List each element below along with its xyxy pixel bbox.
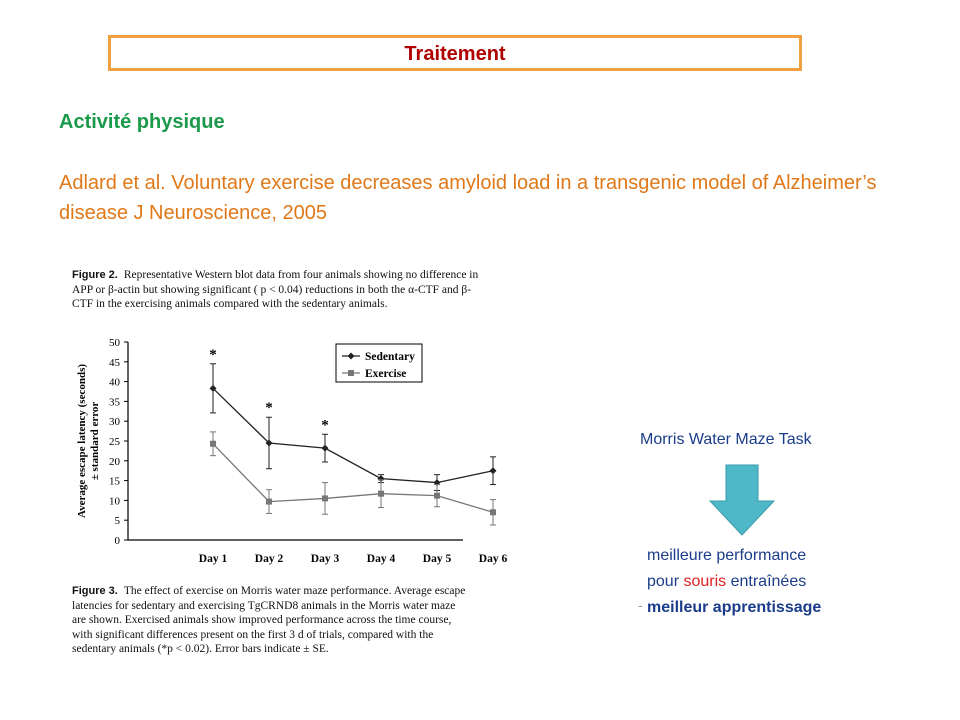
figure3-label: Figure 3. xyxy=(72,585,118,597)
y-axis-title: Average escape latency (seconds) xyxy=(76,363,88,519)
y-tick-label: 30 xyxy=(109,416,120,429)
series-line-sedentary xyxy=(213,388,493,482)
data-point-sedentary xyxy=(490,467,497,474)
data-point-exercise xyxy=(210,441,216,447)
slide-title: Traitement xyxy=(404,43,506,65)
legend-label-sedentary: Sedentary xyxy=(365,351,415,363)
result-line-2-suffix: entraînées xyxy=(726,573,807,590)
escape-latency-chart xyxy=(68,330,508,578)
data-point-exercise xyxy=(434,493,440,499)
y-tick-label: 0 xyxy=(114,535,120,547)
y-axis-title-line2: ± standard error xyxy=(89,401,101,481)
x-tick-label: Day 2 xyxy=(254,553,284,565)
morris-task-title: Morris Water Maze Task xyxy=(640,431,812,448)
result-highlight-souris: souris xyxy=(683,573,727,590)
dash-mark: - xyxy=(638,597,643,613)
result-line-2-prefix: pour xyxy=(647,573,684,590)
slide-title-box xyxy=(108,35,802,71)
x-tick-label: Day 1 xyxy=(198,553,228,565)
result-line-3: meilleur apprentissage xyxy=(647,599,822,616)
figure3-text: The effect of exercise on Morris water maze performance. Average escape latencies for sedentary and exercising TgCRND8 animals in the Morris water maze are shown. Exercised animals show improved performance across the time course, with significant differences present on the first 3 d of trials, compared with the sedentary animals (*p < 0.02). Error bars indicate ± SE. xyxy=(72,585,466,655)
figure2-caption xyxy=(72,268,482,312)
reference-citation: Adlard et al. Voluntary exercise decreases amyloid load in a transgenic model of Alzheimer’s disease J Neuroscience, 2005 xyxy=(59,172,877,224)
down-arrow-icon xyxy=(708,465,776,537)
result-line-2 xyxy=(647,573,806,591)
figure3-caption xyxy=(72,584,472,657)
x-tick-label: Day 6 xyxy=(478,553,508,565)
y-tick-label: 25 xyxy=(109,436,120,448)
significance-asterisk: * xyxy=(265,400,273,417)
data-point-sedentary xyxy=(322,445,329,452)
x-tick-label: Day 5 xyxy=(422,553,452,565)
figure2-label: Figure 2. xyxy=(72,269,118,281)
data-point-exercise xyxy=(378,491,384,497)
y-tick-label: 35 xyxy=(109,396,120,409)
data-point-exercise xyxy=(266,499,272,505)
figure2-text: Representative Western blot data from four animals showing no difference in APP or β-actin but showing significant ( p < 0.04) reductions in both the α-CTF and β-CTF in the exercising animals compared with the sedentary animals. xyxy=(72,269,479,310)
y-tick-label: 50 xyxy=(109,337,120,349)
y-tick-label: 10 xyxy=(109,495,120,508)
section-subtitle: Activité physique xyxy=(59,111,225,133)
result-line-1: meilleure performance xyxy=(647,547,807,564)
y-tick-label: 40 xyxy=(109,376,120,389)
x-tick-label: Day 4 xyxy=(366,553,396,565)
significance-asterisk: * xyxy=(209,346,217,363)
y-tick-label: 45 xyxy=(109,356,120,369)
legend-label-exercise: Exercise xyxy=(365,368,407,380)
y-tick-label: 15 xyxy=(109,475,120,488)
legend-marker xyxy=(348,370,354,376)
series-line-exercise xyxy=(213,444,493,513)
data-point-exercise xyxy=(322,495,328,501)
x-tick-label: Day 3 xyxy=(310,553,340,565)
y-tick-label: 20 xyxy=(109,455,120,468)
data-point-exercise xyxy=(490,509,496,515)
y-tick-label: 5 xyxy=(114,515,120,528)
significance-asterisk: * xyxy=(321,417,329,434)
